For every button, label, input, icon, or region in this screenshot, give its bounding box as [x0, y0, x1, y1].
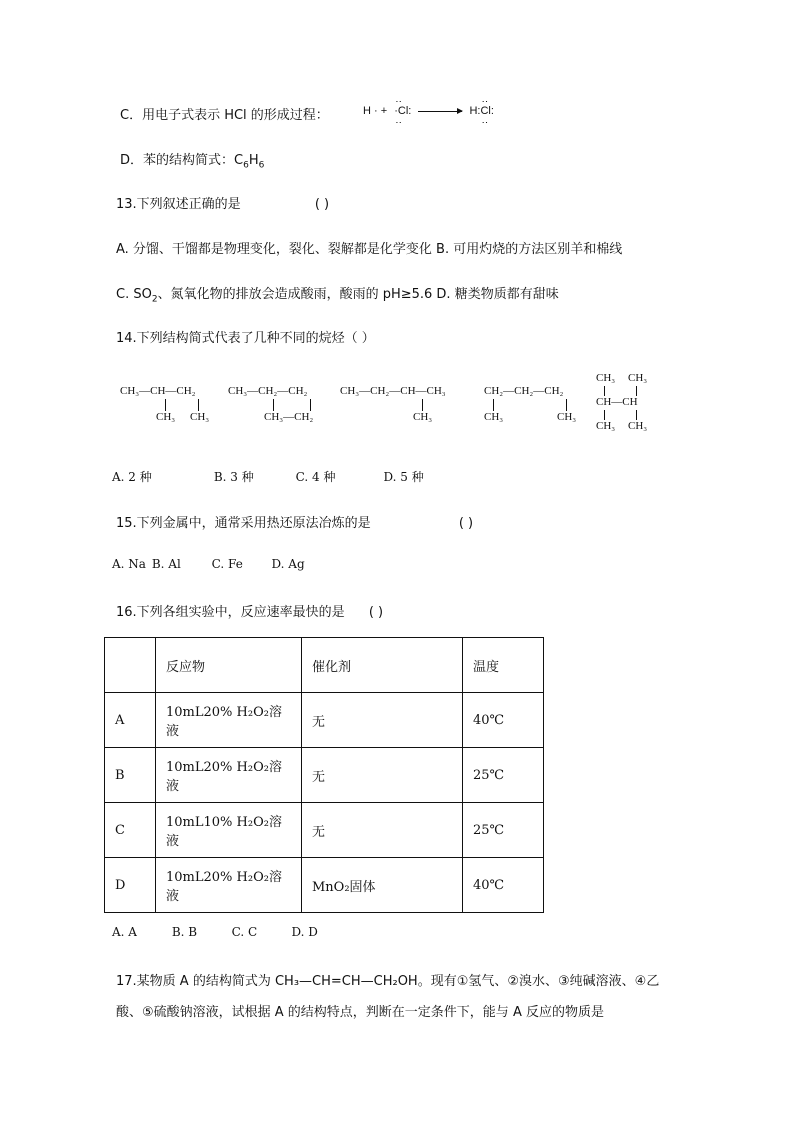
- table-row: [105, 693, 544, 748]
- m3-top: CH₃—CH₂—CH—CH₃: [340, 385, 446, 397]
- table-cell: 无: [302, 803, 463, 858]
- hcl-cl: ‥ Cl: ‥: [480, 105, 493, 117]
- table-cell: D: [105, 858, 156, 913]
- m3-branch: CH₃: [413, 411, 433, 423]
- m5-middle: CH—CH: [596, 396, 638, 408]
- answer-paren: ( ): [458, 516, 474, 531]
- q15-option-a: A. Na: [112, 557, 146, 571]
- q16-option-b: B. B: [171, 925, 198, 939]
- bond: [636, 386, 637, 396]
- m5-bottom-2: CH₃: [628, 420, 648, 432]
- table-cell: B: [105, 748, 156, 803]
- q14-options: [112, 468, 424, 485]
- bond: [165, 399, 166, 411]
- m5-top-2: CH₃: [628, 372, 648, 384]
- q13-stem-text: 13.下列叙述正确的是: [116, 197, 241, 212]
- q14-option-a: A. 2 种: [112, 470, 152, 484]
- table-cell: 25℃: [463, 748, 544, 803]
- table-row: [105, 858, 544, 913]
- table-header: 反应物: [156, 638, 302, 693]
- table-cell: 10mL20% H₂O₂溶液: [156, 858, 302, 913]
- table-row: [105, 803, 544, 858]
- reaction-arrow: [418, 111, 462, 112]
- m2-bottom: CH₃—CH₂: [264, 411, 314, 423]
- table-header: [105, 638, 156, 693]
- table-cell: 40℃: [463, 693, 544, 748]
- q12-option-d: [120, 149, 264, 171]
- m4-branch-1: CH₃: [484, 411, 504, 423]
- q15-option-b: B. Al: [151, 557, 181, 571]
- q14-stem: 14.下列结构简式代表了几种不同的烷烃（ ）: [116, 331, 375, 346]
- answer-paren: ( ): [368, 605, 384, 620]
- m5-bottom-1: CH₃: [596, 420, 616, 432]
- q17-line1: 17.某物质 A 的结构简式为 CH₃—CH=CH—CH₂OH。现有①氢气、②溴水、③纯碱溶液、④乙: [116, 974, 660, 989]
- table-cell: MnO₂固体: [302, 858, 463, 913]
- q13-line1: A. 分馏、干馏都是物理变化，裂化、裂解都是化学变化 B. 可用灼烧的方法区别羊和棉线: [116, 242, 623, 257]
- q12-option-d-text: D．苯的结构简式：C: [120, 153, 244, 168]
- q12-option-c: [120, 104, 329, 123]
- q13-line2-b: 、氮氧化物的排放会造成酸雨，酸雨的 pH≥5.6 D. 糖类物质都有甜味: [157, 287, 559, 302]
- table-header: 温度: [463, 638, 544, 693]
- table-cell: 25℃: [463, 803, 544, 858]
- hcl-h: H:: [469, 105, 481, 117]
- m5-top-1: CH₃: [596, 372, 616, 384]
- m1-branch-1: CH₃: [156, 411, 176, 423]
- chlorine-atom: ‥ ·Cl: ‥: [394, 105, 411, 117]
- table-header-row: [105, 638, 544, 693]
- q15-stem: [116, 512, 473, 531]
- bond: [604, 386, 605, 396]
- m2-top: CH₃—CH₂—CH₂: [228, 385, 308, 397]
- q13-line2: [116, 283, 559, 305]
- m1-branch-2: CH₃: [190, 411, 210, 423]
- q14-option-c: C. 4 种: [295, 470, 336, 484]
- q16-option-c: C. C: [231, 925, 258, 939]
- bond: [310, 399, 311, 411]
- table-cell: 10mL20% H₂O₂溶液: [156, 693, 302, 748]
- table-cell: 40℃: [463, 858, 544, 913]
- table-cell: A: [105, 693, 156, 748]
- table-cell: 10mL20% H₂O₂溶液: [156, 748, 302, 803]
- q16-option-d: D. D: [291, 925, 318, 939]
- m4-top: CH₂—CH₂—CH₂: [484, 385, 564, 397]
- table-cell: C: [105, 803, 156, 858]
- bond: [198, 399, 199, 411]
- q16-stem: [116, 601, 383, 620]
- bond: [566, 399, 567, 411]
- bond: [604, 410, 605, 420]
- q17-line2: 酸、⑤硫酸钠溶液，试根据 A 的结构特点，判断在一定条件下，能与 A 反应的物质是: [116, 1005, 604, 1020]
- electron-formula: [363, 105, 494, 117]
- rate-table: [104, 637, 544, 913]
- q15-option-c: C. Fe: [211, 557, 243, 571]
- q15-options: [112, 557, 305, 571]
- table-cell: 无: [302, 693, 463, 748]
- q16-option-a: A. A: [112, 925, 137, 939]
- m4-branch-2: CH₃: [557, 411, 577, 423]
- m1-top: CH₃—CH—CH₂: [120, 385, 196, 397]
- table-row: [105, 748, 544, 803]
- q14-option-d: D. 5 种: [383, 470, 424, 484]
- subscript: 6: [243, 160, 249, 171]
- bond: [493, 399, 494, 411]
- bond: [636, 410, 637, 420]
- q16-stem-text: 16.下列各组实验中，反应速率最快的是: [116, 605, 345, 620]
- bond: [422, 399, 423, 411]
- bond: [273, 399, 274, 411]
- q15-stem-text: 15.下列金属中，通常采用热还原法冶炼的是: [116, 516, 371, 531]
- q16-options: [112, 925, 318, 939]
- q15-option-d: D. Ag: [271, 557, 305, 571]
- formula-h: H: [248, 153, 259, 168]
- subscript: 2: [151, 294, 158, 305]
- q14-option-b: B. 3 种: [213, 470, 254, 484]
- table-cell: 无: [302, 748, 463, 803]
- answer-paren: ( ): [314, 197, 330, 212]
- q12-option-c-text: C．用电子式表示 HCl 的形成过程：: [120, 108, 329, 123]
- q13-line2-a: C. SO: [116, 287, 152, 302]
- subscript: 6: [258, 160, 265, 171]
- table-header: 催化剂: [302, 638, 463, 693]
- hydrogen-atom: H · +: [363, 105, 388, 117]
- q13-stem: [116, 193, 329, 212]
- table-cell: 10mL10% H₂O₂溶液: [156, 803, 302, 858]
